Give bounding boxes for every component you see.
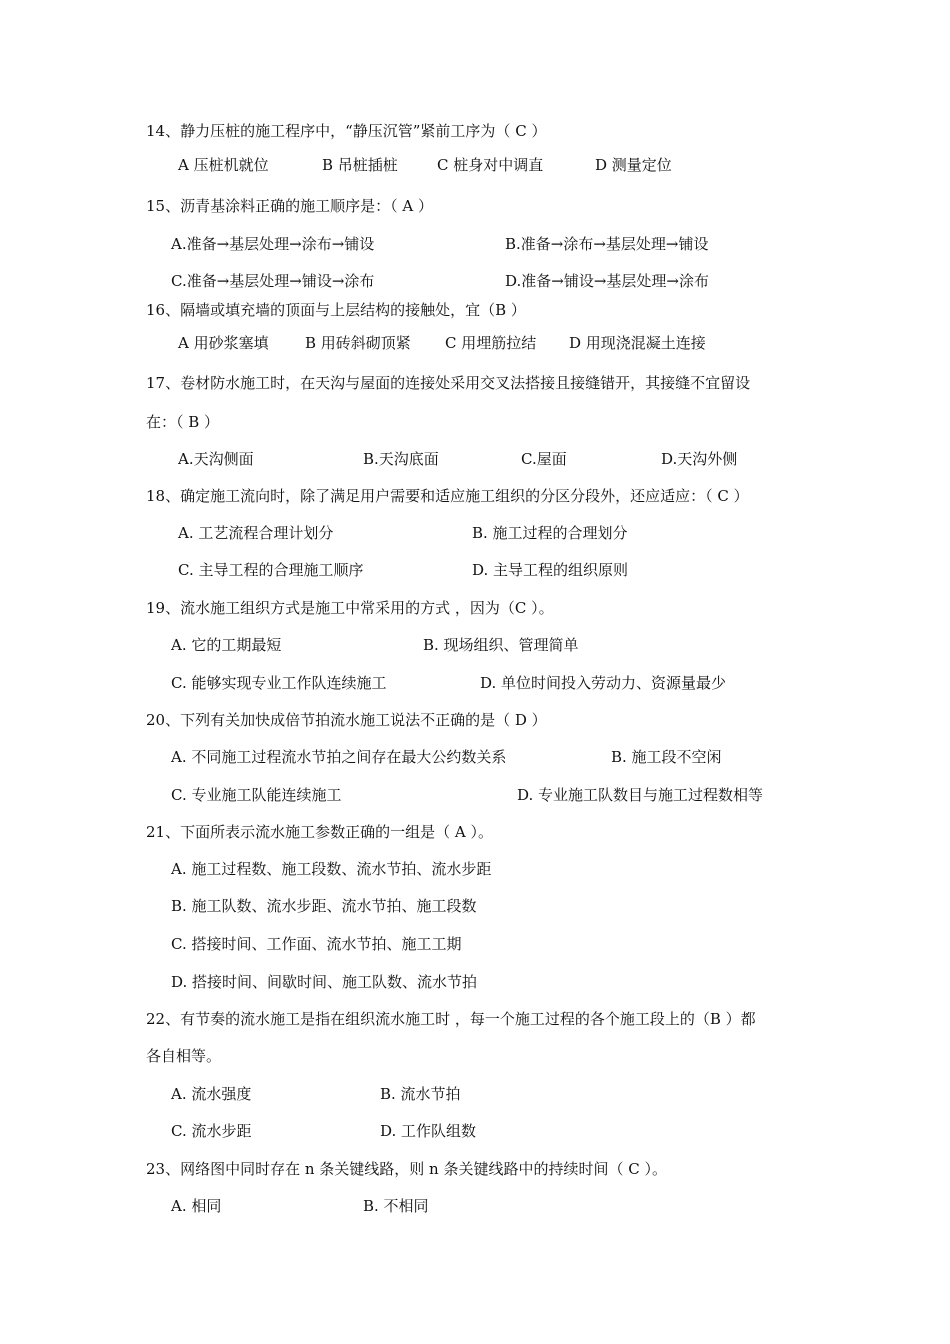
options-row — [0, 784, 950, 808]
option: D 测量定位 — [595, 156, 672, 174]
options-row — [0, 559, 950, 583]
options-row — [0, 858, 950, 882]
option: A. 它的工期最短 — [171, 636, 282, 654]
option: D. 工作队组数 — [380, 1122, 477, 1140]
option: D. 专业施工队数目与施工过程数相等 — [517, 786, 764, 804]
option: A. 流水强度 — [171, 1085, 252, 1103]
options-row — [0, 154, 950, 178]
question-stem: 19、流水施工组织方式是施工中常采用的方式 ，因为（C ）。 — [146, 599, 554, 617]
option: D. 主导工程的组织原则 — [472, 561, 629, 579]
options-row — [0, 634, 950, 658]
question-stem: 21、下面所表示流水施工参数正确的一组是（ A ）。 — [146, 823, 493, 841]
option: B. 施工过程的合理划分 — [472, 524, 628, 542]
options-row — [0, 971, 950, 995]
option: B.准备→涂布→基层处理→铺设 — [505, 235, 709, 253]
options-row — [0, 933, 950, 957]
option: C. 能够实现专业工作队连续施工 — [171, 674, 387, 692]
option: C. 搭接时间、工作面、流水节拍、施工工期 — [171, 935, 462, 953]
option: C.准备→基层处理→铺设→涂布 — [171, 272, 375, 290]
option: A.天沟侧面 — [178, 450, 254, 468]
option: C. 主导工程的合理施工顺序 — [178, 561, 364, 579]
question-stem-continued: 在：（ B ） — [146, 413, 220, 431]
option: B. 流水节拍 — [380, 1085, 461, 1103]
option: D.天沟外侧 — [661, 450, 738, 468]
question-stem-continued: 各自相等。 — [146, 1047, 222, 1065]
option: B 吊桩插桩 — [322, 156, 398, 174]
option: B. 不相同 — [363, 1197, 429, 1215]
question-stem: 18、确定施工流向时，除了满足用户需要和适应施工组织的分区分段外，还应适应：（ C ） — [146, 487, 749, 505]
question-stem: 15、沥青基涂料正确的施工顺序是：（ A ） — [146, 197, 433, 215]
option: A 压桩机就位 — [178, 156, 269, 174]
options-row — [0, 448, 950, 472]
option: A. 施工过程数、施工段数、流水节拍、流水步距 — [171, 860, 492, 878]
option: D. 单位时间投入劳动力、资源量最少 — [480, 674, 727, 692]
question-stem: 20、下列有关加快成倍节拍流水施工说法不正确的是（ D ） — [146, 711, 547, 729]
options-row — [0, 270, 950, 294]
question-stem: 14、静力压桩的施工程序中，“静压沉管”紧前工序为（ C ） — [146, 122, 547, 140]
options-row — [0, 1120, 950, 1144]
option: B. 现场组织、管理简单 — [423, 636, 579, 654]
question-stem: 16、隔墙或填充墙的顶面与上层结构的接触处，宜（B ） — [146, 301, 526, 319]
option: C 用埋筋拉结 — [445, 334, 537, 352]
option: A. 相同 — [171, 1197, 222, 1215]
option: B. 施工队数、流水步距、流水节拍、施工段数 — [171, 897, 477, 915]
option: C.屋面 — [521, 450, 567, 468]
option: D 用现浇混凝土连接 — [569, 334, 706, 352]
option: C. 流水步距 — [171, 1122, 252, 1140]
options-row — [0, 332, 950, 356]
option: A. 工艺流程合理计划分 — [178, 524, 334, 542]
option: B.天沟底面 — [363, 450, 439, 468]
option: A.准备→基层处理→涂布→铺设 — [171, 235, 375, 253]
option: B. 施工段不空闲 — [611, 748, 722, 766]
options-row — [0, 746, 950, 770]
option: D.准备→铺设→基层处理→涂布 — [505, 272, 709, 290]
options-row — [0, 672, 950, 696]
question-stem: 23、网络图中同时存在 n 条关键线路，则 n 条关键线路中的持续时间（ C ）。 — [146, 1160, 667, 1178]
options-row — [0, 233, 950, 257]
options-row — [0, 1195, 950, 1219]
options-row — [0, 522, 950, 546]
option: A. 不同施工过程流水节拍之间存在最大公约数关系 — [171, 748, 507, 766]
option: A 用砂浆塞填 — [178, 334, 269, 352]
options-row — [0, 895, 950, 919]
question-stem: 22、有节奏的流水施工是指在组织流水施工时 ，每一个施工过程的各个施工段上的（B ）都 — [146, 1010, 756, 1028]
option: D. 搭接时间、间歇时间、施工队数、流水节拍 — [171, 973, 478, 991]
options-row — [0, 1083, 950, 1107]
option: C. 专业施工队能连续施工 — [171, 786, 342, 804]
question-stem: 17、卷材防水施工时，在天沟与屋面的连接处采用交叉法搭接且接缝错开，其接缝不宜留设 — [146, 374, 751, 392]
option: C 桩身对中调直 — [437, 156, 544, 174]
option: B 用砖斜砌顶紧 — [305, 334, 411, 352]
